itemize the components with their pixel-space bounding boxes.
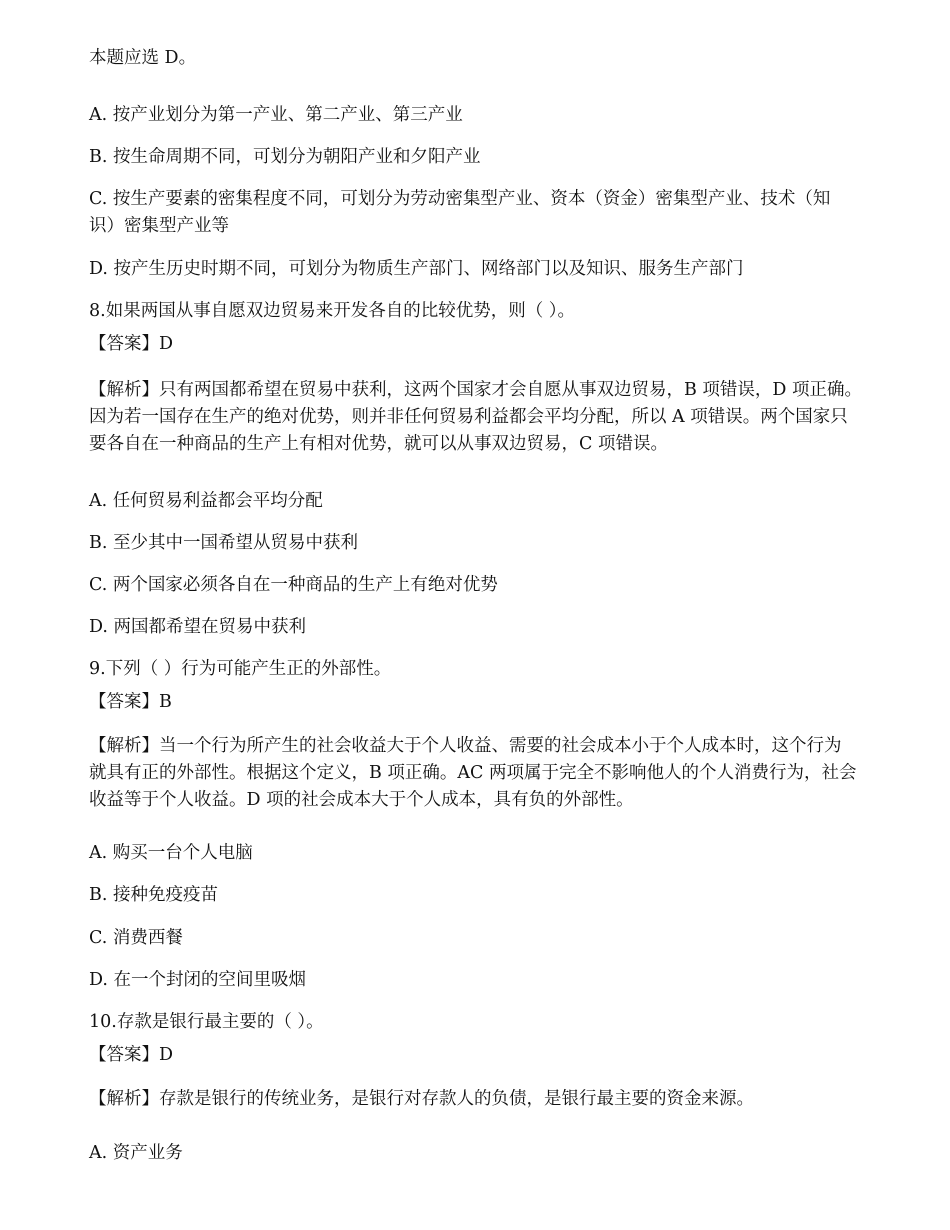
q7-option-c-line-1: C. 按生产要素的密集程度不同，可划分为劳动密集型产业、资本（资金）密集型产业、技术（知 — [89, 189, 831, 209]
q8-question: 8.如果两国从事自愿双边贸易来开发各自的比较优势，则（ ）。 — [89, 301, 576, 321]
q8-option-a: A. 任何贸易利益都会平均分配 — [89, 491, 323, 511]
q10-option-a: A. 资产业务 — [89, 1143, 183, 1163]
intro-conclusion: 本题应选 D。 — [89, 48, 197, 68]
q8-analysis — [89, 377, 904, 458]
q10-question: 10.存款是银行最主要的（ ）。 — [89, 1012, 324, 1032]
q8-option-b: B. 至少其中一国希望从贸易中获利 — [89, 533, 358, 553]
q8-analysis-line-3: 要各自在一种商品的生产上有相对优势，就可以从事双边贸易，C 项错误。 — [89, 434, 668, 454]
q8-analysis-line-1: 【解析】只有两国都希望在贸易中获利，这两个国家才会自愿从事双边贸易，B 项错误，D 项正确。 — [89, 380, 863, 400]
q9-option-d: D. 在一个封闭的空间里吸烟 — [89, 970, 307, 990]
q7-option-b: B. 按生命周期不同，可划分为朝阳产业和夕阳产业 — [89, 147, 481, 167]
q9-analysis — [89, 733, 904, 814]
q9-analysis-line-2: 就具有正的外部性。根据这个定义，B 项正确。AC 两项属于完全不影响他人的个人消费行为，社会 — [89, 763, 857, 783]
q8-answer: 【答案】D — [89, 334, 174, 354]
q10-answer: 【答案】D — [89, 1045, 174, 1065]
q7-option-c-line-2: 识）密集型产业等 — [89, 216, 229, 236]
q9-option-c: C. 消费西餐 — [89, 928, 183, 948]
q9-option-b: B. 接种免疫疫苗 — [89, 885, 218, 905]
q9-analysis-line-1: 【解析】当一个行为所产生的社会收益大于个人收益、需要的社会成本小于个人成本时，这个行为 — [89, 736, 842, 756]
q9-option-a: A. 购买一台个人电脑 — [89, 843, 253, 863]
q9-answer: 【答案】B — [89, 692, 172, 712]
q10-analysis: 【解析】存款是银行的传统业务，是银行对存款人的负债，是银行最主要的资金来源。 — [89, 1089, 754, 1109]
q8-analysis-line-2: 因为若一国存在生产的绝对优势，则并非任何贸易利益都会平均分配，所以 A 项错误。两个国家只 — [89, 407, 848, 427]
q9-question: 9.下列（ ）行为可能产生正的外部性。 — [89, 659, 392, 679]
q8-option-c: C. 两个国家必须各自在一种商品的生产上有绝对优势 — [89, 575, 498, 595]
q7-option-d: D. 按产生历史时期不同，可划分为物质生产部门、网络部门以及知识、服务生产部门 — [89, 259, 744, 279]
q9-analysis-line-3: 收益等于个人收益。D 项的社会成本大于个人成本，具有负的外部性。 — [89, 790, 634, 810]
q8-option-d: D. 两国都希望在贸易中获利 — [89, 617, 307, 637]
q7-option-c — [89, 186, 904, 240]
q7-option-a: A. 按产业划分为第一产业、第二产业、第三产业 — [89, 105, 463, 125]
